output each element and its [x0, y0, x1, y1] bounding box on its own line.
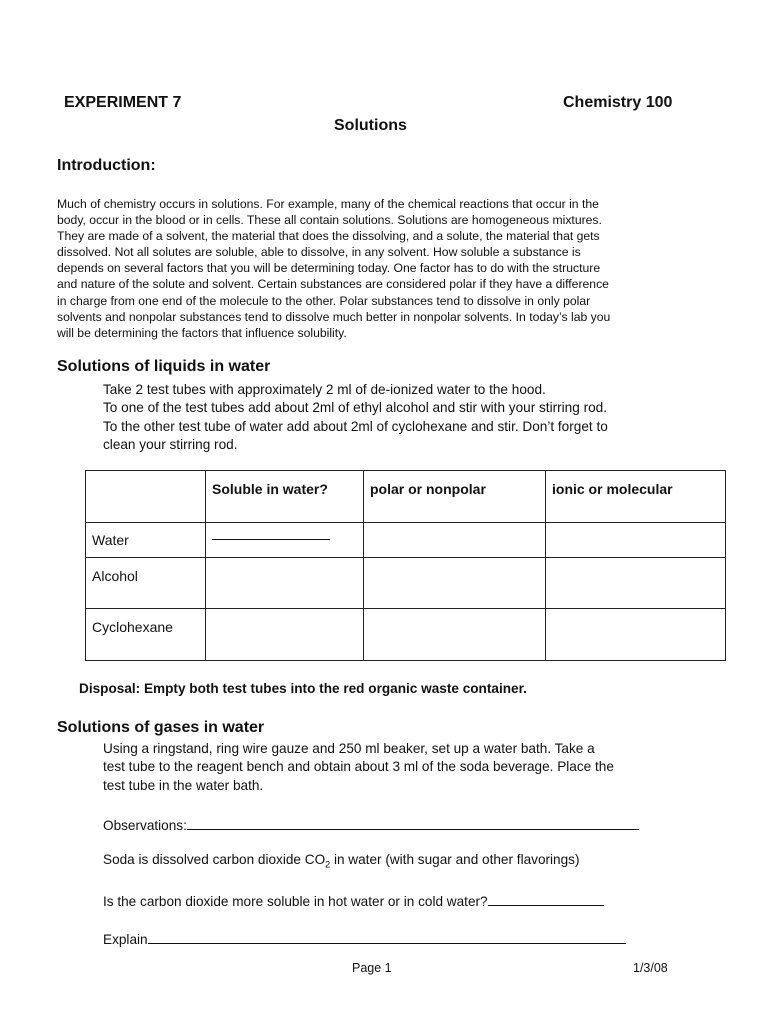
instruction-line: Using a ringstand, ring wire gauze and 250 ml beaker, set up a water bath. Take a: [103, 741, 595, 756]
experiment-number: EXPERIMENT 7: [64, 94, 182, 111]
gases-heading: Solutions of gases in water: [57, 719, 265, 736]
row-label-alcohol: Alcohol: [86, 558, 206, 609]
intro-line: body, occur in the blood or in cells. These all contain solutions. Solutions are homogeneous mixtures.: [57, 213, 602, 228]
instruction-line: To the other test tube of water add about 2ml of cyclohexane and stir. Don’t forget to: [103, 418, 608, 434]
intro-line: Much of chemistry occurs in solutions. For example, many of the chemical reactions that occur in the: [57, 197, 599, 211]
intro-line: will be determining the factors that influence solubility.: [57, 325, 347, 340]
answer-cell[interactable]: [364, 523, 546, 558]
instruction-line: test tube in the water bath.: [103, 777, 264, 793]
table-header-polarity: polar or nonpolar: [364, 471, 546, 523]
table-row: [86, 558, 726, 609]
liquids-instructions: [103, 381, 608, 455]
document-date: 1/3/08: [633, 961, 668, 975]
answer-cell[interactable]: [546, 609, 726, 661]
question-answer-blank[interactable]: [488, 891, 604, 906]
table-header-row: [86, 471, 726, 523]
answer-cell[interactable]: [364, 609, 546, 661]
table-header-soluble: Soluble in water?: [206, 471, 364, 523]
row-label-cyclohexane: Cyclohexane: [86, 609, 206, 661]
course-name: Chemistry 100: [563, 94, 673, 111]
soda-statement: [103, 852, 580, 870]
intro-line: solvents and nonpolar substances tend to dissolve much better in nonpolar solvents. In today’s lab you: [57, 309, 611, 324]
soda-text-end: in water (with sugar and other flavorings): [330, 852, 580, 867]
observations-blank[interactable]: [187, 815, 639, 830]
page-number: Page 1: [352, 961, 392, 975]
instruction-line: Take 2 test tubes with approximately 2 ml of de-ionized water to the hood.: [103, 382, 546, 397]
observations-label: Observations:: [103, 818, 187, 833]
instruction-line: test tube to the reagent bench and obtain about 3 ml of the soda beverage. Place the: [103, 759, 614, 775]
solubility-question: [103, 891, 604, 909]
introduction-text: [57, 196, 737, 341]
question-text: Is the carbon dioxide more soluble in hot water or in cold water?: [103, 894, 488, 909]
soda-text: Soda is dissolved carbon dioxide CO: [103, 852, 326, 867]
solubility-table: [85, 470, 726, 661]
answer-cell[interactable]: [546, 558, 726, 609]
answer-cell[interactable]: [206, 558, 364, 609]
answer-cell[interactable]: [206, 523, 364, 558]
intro-line: dissolved. Not all solutes are soluble, able to dissolve, in any solvent. How soluble a substance is: [57, 245, 581, 260]
instruction-line: To one of the test tubes add about 2ml of ethyl alcohol and stir with your stirring rod.: [103, 400, 608, 416]
instruction-line: clean your stirring rod.: [103, 437, 238, 453]
answer-cell[interactable]: [206, 609, 364, 661]
gases-instructions: [103, 740, 614, 795]
subscript-two: 2: [325, 859, 331, 870]
table-row: [86, 609, 726, 661]
row-label-water: Water: [86, 523, 206, 558]
answer-cell[interactable]: [546, 523, 726, 558]
page-title: Solutions: [334, 117, 407, 134]
introduction-heading: Introduction:: [57, 157, 156, 174]
table-row: [86, 523, 726, 558]
intro-line: and nature of the solute and solvent. Certain substances are considered polar if they have a difference: [57, 277, 609, 292]
explain-label: Explain: [103, 932, 148, 947]
disposal-note: Disposal: Empty both test tubes into the red organic waste container.: [79, 681, 527, 696]
intro-line: in charge from one end of the molecule to the other. Polar substances tend to dissolve in only polar: [57, 293, 591, 308]
intro-line: depends on several factors that you will be determining today. One factor has to do with the structure: [57, 261, 601, 276]
explain-field: [103, 929, 626, 947]
intro-line: They are made of a solvent, the material that does the dissolving, and a solute, the material that gets: [57, 229, 600, 244]
table-header-cell: [86, 471, 206, 523]
filled-blank-line: [212, 539, 330, 540]
answer-cell[interactable]: [364, 558, 546, 609]
observations-field: [103, 815, 639, 833]
table-header-bond-type: ionic or molecular: [546, 471, 726, 523]
liquids-heading: Solutions of liquids in water: [57, 358, 271, 375]
explain-blank[interactable]: [148, 929, 626, 944]
